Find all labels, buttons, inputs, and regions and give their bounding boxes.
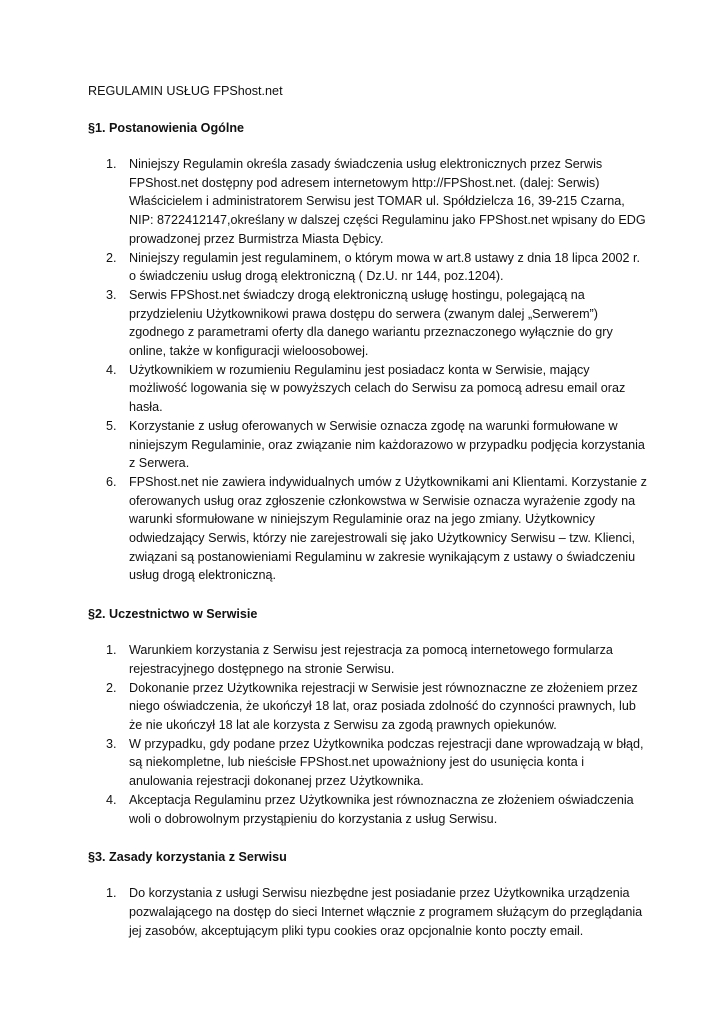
list-item-number: 6. [106,474,117,489]
list-item-text: Dokonanie przez Użytkownika rejestracji w Serwisie jest równoznaczne ze złożeniem przez niego oświadczenia, że ukończył 18 lat, oraz posiada zdolność do czynności prawnych, lub że nie ukończył 18 lat ale korzysta z Serwisu za zgodą prawnych opiekunów. [129,680,638,732]
document-title: REGULAMIN USŁUG FPShost.net [88,84,283,98]
list-item-text: FPShost.net nie zawiera indywidualnych umów z Użytkownikami ani Klientami. Korzystanie z oferowanych usług oraz zgłoszenie członkowstwa w Serwisie oznacza wyrażenie zgody na warunki sformułowane w niniejszym Regulaminie oraz na jego zmiany. Użytkownicy odwiedzający Serwis, którzy nie zarejestrowali się jako Użytkownicy Serwisu – tzw. Klienci, związani są postanowieniami Regulaminu w zakresie wynikającym z ustawy o świadczeniu usług drogą elektroniczną. [129,474,647,583]
list-item-number: 3. [106,287,117,302]
list-item [88,286,648,361]
list-item-number: 1. [106,157,117,171]
list-item [88,679,648,735]
section-heading: §1. Postanowienia Ogólne [88,121,245,135]
section-list [88,641,648,828]
list-item-text: Warunkiem korzystania z Serwisu jest rejestracja za pomocą internetowego formularza rejestracyjnego dostępnego na stronie Serwisu. [129,643,613,676]
list-item-number: 5. [106,418,117,433]
list-item-text: Korzystanie z usług oferowanych w Serwisie oznacza zgodę na warunki formułowane w niniejszym Regulaminie, oraz związanie nim każdorazowo w przypadku podjęcia korzystania z Serwera. [129,418,645,471]
list-item [88,735,648,791]
list-item-number: 1. [106,886,117,901]
section-heading: §3. Zasady korzystania z Serwisu [88,850,287,865]
document-page [88,82,648,960]
list-item [88,417,648,473]
list-item-text: Serwis FPShost.net świadczy drogą elektroniczną usługę hostingu, polegającą na przydzieleniu Użytkownikowi prawa dostępu do serwera (zwanym dalej „Serwerem”) zgodnego z parametrami oferty dla danego wariantu przeznaczonego wyłącznie do gry online, także w konfiguracji wieloosobowej. [129,287,613,359]
list-item-text: Niniejszy Regulamin określa zasady świadczenia usług elektronicznych przez Serwis FPShost.net dostępny pod adresem internetowym http://FPShost.net. (dalej: Serwis) Właścicielem i administratorem Serwisu jest TOMAR ul. Spółdzielcza 16, 39-215 Czarna, NIP: 8722412147,określany w dalszej części Regulaminu jako FPShost.net wpisany do EDG prowadzonej przez Burmistrza Miasta Dębicy. [129,157,646,246]
list-item-text: Akceptacja Regulaminu przez Użytkownika jest równoznaczna ze złożeniem oświadczenia woli o dobrowolnym przystąpieniu do korzystania z usług Serwisu. [129,792,634,826]
list-item [88,473,648,585]
list-item-number: 2. [106,250,117,265]
list-item-text: Użytkownikiem w rozumieniu Regulaminu jest posiadacz konta w Serwisie, mający możliwość logowania się w powyższych celach do Serwisu za pomocą adresu email oraz hasła. [129,362,626,415]
section-heading: §2. Uczestnictwo w Serwisie [88,607,258,622]
list-item [88,641,648,678]
section-list [88,155,648,585]
list-item-text: Do korzystania z usługi Serwisu niezbędne jest posiadanie przez Użytkownika urządzenia pozwalającego na dostęp do sieci Internet włącznie z programem służącym do przeglądania jej zasobów, akceptującym pliki typu cookies oraz opcjonalnie konto poczty email. [129,886,643,938]
list-item-text: Niniejszy regulamin jest regulaminem, o którym mowa w art.8 ustawy z dnia 18 lipca 2002 r. o świadczeniu usług drogą elektroniczną ( Dz.U. nr 144, poz.1204). [129,250,640,284]
list-item [88,155,648,249]
list-item [88,249,648,286]
list-item-number: 4. [106,792,117,807]
list-item-number: 3. [106,736,117,751]
list-item-number: 2. [106,680,117,695]
section-list [88,884,648,940]
list-item [88,884,648,940]
list-item-number: 1. [106,643,117,658]
list-item-number: 4. [106,362,117,377]
list-item [88,361,648,417]
list-item [88,791,648,828]
list-item-text: W przypadku, gdy podane przez Użytkownika podczas rejestracji dane wprowadzają w błąd, są niekompletne, lub nieścisłe FPShost.net upoważniony jest do usunięcia konta i anulowania rejestracji dokonanej przez Użytkownika. [129,736,644,789]
